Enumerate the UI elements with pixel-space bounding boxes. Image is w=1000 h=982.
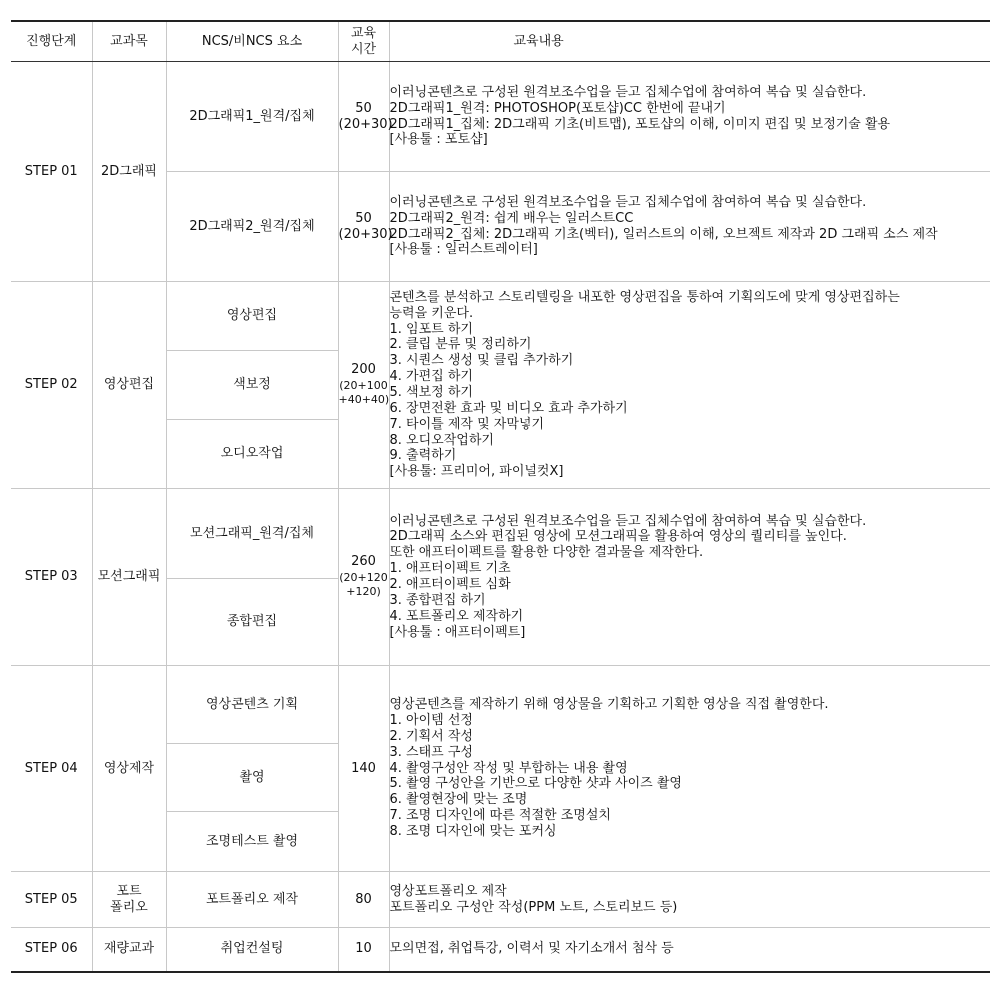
subject-name: 모션그래픽: [92, 489, 166, 666]
module-name: 색보정: [166, 351, 338, 420]
subject-name: 영상제작: [92, 666, 166, 872]
content-line: 5. 촬영 구성안을 기반으로 다양한 샷과 사이즈 촬영: [389, 776, 682, 792]
content-cell: [389, 62, 990, 172]
hours-detail: (20+120: [339, 571, 388, 585]
hours-cell: [338, 489, 389, 666]
hours-cell: [338, 62, 393, 172]
content-cell: [389, 872, 990, 928]
subject-name: 재량교과: [92, 928, 166, 972]
header-hours-line2: 시간: [350, 41, 377, 57]
hours-detail: (20+30): [338, 226, 393, 242]
header-hours: [338, 21, 389, 62]
content-cell: [389, 172, 990, 282]
hours-value: 50: [355, 100, 372, 116]
header-step: 진행단계: [11, 21, 92, 62]
hours-value: 10: [355, 941, 372, 957]
curriculum-table: [11, 20, 990, 973]
content-line: 1. 애프터이펙트 기초: [389, 561, 511, 577]
module-name: 촬영: [166, 744, 338, 812]
content-line: 포트폴리오 구성안 작성(PPM 노트, 스토리보드 등): [389, 899, 678, 915]
content-line: [사용툴 : 일러스트레이터]: [389, 242, 538, 258]
hours-value: 80: [355, 891, 372, 907]
module-name: 취업컨설팅: [166, 928, 338, 972]
hours-value: 260: [351, 554, 376, 570]
content-line: 5. 색보정 하기: [389, 385, 473, 400]
content-line: 4. 포트폴리오 제작하기: [389, 608, 524, 624]
content-line: 2. 기획서 작성: [389, 728, 473, 744]
hours-value: 200: [351, 362, 376, 378]
content-line: 능력을 키운다.: [389, 305, 474, 321]
hours-value: 140: [351, 760, 376, 776]
hours-detail: (20+100: [339, 379, 388, 393]
module-name: 2D그래픽2_원격/집체: [166, 172, 338, 282]
module-name: 영상편집: [166, 282, 338, 351]
step-label: STEP 06: [11, 928, 92, 972]
content-cell: [389, 489, 990, 666]
header-ncs: NCS/비NCS 요소: [166, 21, 338, 62]
hours-cell: [338, 928, 389, 972]
content-line: 영상콘텐츠를 제작하기 위해 영상물을 기획하고 기획한 영상을 직접 촬영한다.: [389, 697, 829, 713]
module-name: 오디오작업: [166, 420, 338, 489]
content-line: 9. 출력하기: [389, 448, 457, 464]
content-line: 7. 조명 디자인에 따른 적절한 조명설치: [389, 808, 611, 824]
header-content: 교육내용: [389, 21, 990, 62]
content-line: [사용툴 : 애프터이펙트]: [389, 624, 526, 640]
content-line: 8. 오디오작업하기: [389, 432, 494, 448]
content-line: 콘텐츠를 분석하고 스토리텔링을 내포한 영상편집을 통하여 기획의도에 맞게 영상편집하는: [389, 289, 900, 305]
content-line: 2D그래픽1_집체: 2D그래픽 기초(비트맵), 포토샵의 이해, 이미지 편집 및 보정기술 활용: [389, 116, 891, 132]
step-label: STEP 04: [11, 666, 92, 872]
content-line: 4. 가편집 하기: [389, 369, 473, 385]
hours-value: 50: [355, 210, 372, 226]
content-line: 4. 촬영구성안 작성 및 부합하는 내용 촬영: [389, 760, 628, 776]
table-row: [11, 928, 990, 972]
content-cell: [389, 666, 990, 872]
step-label: STEP 01: [11, 62, 92, 282]
header-hours-line1: 교육: [350, 25, 377, 41]
module-name: 포트폴리오 제작: [166, 872, 338, 928]
module-name: 조명테스트 촬영: [166, 812, 338, 872]
module-name: 2D그래픽1_원격/집체: [166, 62, 338, 172]
content-cell: [389, 928, 990, 972]
content-line: 2. 클립 분류 및 정리하기: [389, 337, 532, 353]
content-line: 2D그래픽 소스와 편집된 영상에 모션그래픽을 활용하여 영상의 퀄리티를 높인다.: [389, 529, 847, 545]
content-line: 8. 조명 디자인에 맞는 포커싱: [389, 824, 557, 839]
step-label: STEP 05: [11, 872, 92, 928]
table-row: [11, 666, 990, 744]
step-label: STEP 02: [11, 282, 92, 489]
content-line: 또한 애프터이펙트를 활용한 다양한 결과물을 제작한다.: [389, 545, 704, 561]
content-line: 2. 애프터이펙트 심화: [389, 577, 511, 592]
content-line: [사용툴 : 포토샵]: [389, 132, 488, 148]
module-name: 모션그래픽_원격/집체: [166, 489, 338, 579]
content-line: 3. 종합편집 하기: [389, 592, 486, 608]
content-line: 이러닝콘텐츠로 구성된 원격보조수업을 듣고 집체수업에 참여하여 복습 및 실습한다.: [389, 84, 867, 100]
content-cell: [389, 282, 990, 489]
content-line: 1. 임포트 하기: [389, 321, 473, 337]
header-subject: 교과목: [92, 21, 166, 62]
content-line: [사용툴: 프리미어, 파이널컷X]: [389, 464, 564, 480]
subject-name: 2D그래픽: [92, 62, 166, 282]
header-row: [11, 21, 990, 62]
subject-name: 영상편집: [92, 282, 166, 489]
content-line: 6. 장면전환 효과 및 비디오 효과 추가하기: [389, 400, 628, 416]
content-line: 3. 시퀀스 생성 및 클립 추가하기: [389, 353, 574, 369]
content-line: 영상포트폴리오 제작: [389, 883, 507, 899]
subject-name: [92, 872, 166, 928]
hours-cell: [338, 872, 389, 928]
content-line: 2D그래픽1_원격: PHOTOSHOP(포토샵)CC 한번에 끝내기: [389, 100, 726, 116]
subject-line: 폴리오: [110, 899, 148, 915]
hours-cell: [338, 666, 389, 872]
content-line: 3. 스태프 구성: [389, 744, 473, 760]
content-line: 2D그래픽2_원격: 쉽게 배우는 일러스트CC: [389, 210, 634, 226]
content-line: 2D그래픽2_집체: 2D그래픽 기초(벡터), 일러스트의 이해, 오브젝트 제작과 2D 그래픽 소스 제작: [389, 226, 938, 242]
content-line: 모의면접, 취업특강, 이력서 및 자기소개서 첨삭 등: [389, 941, 674, 957]
hours-detail: +120): [346, 585, 381, 599]
table-row: [11, 282, 990, 351]
module-name: 영상콘텐츠 기획: [166, 666, 338, 744]
hours-cell: [338, 282, 389, 489]
table-row: [11, 872, 990, 928]
hours-detail: +40+40): [338, 393, 390, 407]
module-name: 종합편집: [166, 579, 338, 666]
content-line: 이러닝콘텐츠로 구성된 원격보조수업을 듣고 집체수업에 참여하여 복습 및 실습한다.: [389, 194, 867, 210]
hours-detail: (20+30): [338, 116, 393, 132]
subject-line: 포트: [116, 883, 142, 899]
content-line: 6. 촬영현장에 맞는 조명: [389, 792, 528, 808]
step-label: STEP 03: [11, 489, 92, 666]
content-line: 1. 아이템 선정: [389, 712, 473, 728]
content-line: 이러닝콘텐츠로 구성된 원격보조수업을 듣고 집체수업에 참여하여 복습 및 실습한다.: [389, 513, 867, 529]
content-line: 7. 타이틀 제작 및 자막넣기: [389, 416, 545, 432]
table-row: [11, 62, 990, 172]
hours-cell: [338, 172, 393, 282]
table-row: [11, 489, 990, 579]
